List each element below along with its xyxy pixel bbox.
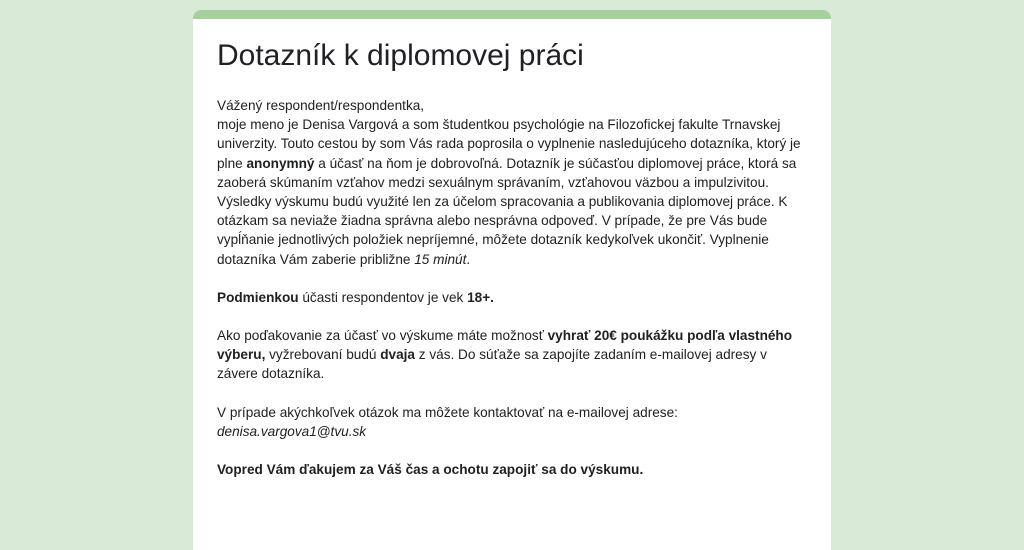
- reward-paragraph: [217, 326, 807, 384]
- contact-paragraph: [217, 403, 807, 441]
- greeting: Vážený respondent/respondentka,: [217, 98, 425, 113]
- results-text: Výsledky výskumu budú využité len za účelom spracovania a publikovania diplomovej práce. K otázkam sa neviaže žiadna správna alebo nesprávna odpoveď. V prípade, že pre Vás bude vypĺňanie jednotlivých položiek nepríjemné, môžete dotazník kedykoľvek ukončiť. Vyplnenie dotazníka Vám zaberie približne: [217, 194, 788, 267]
- contact-email: denisa.vargova1@tvu.sk: [217, 423, 367, 439]
- winners-emphasis: dvaja: [380, 347, 415, 363]
- condition-emphasis: Podmienkou: [217, 289, 299, 305]
- intro-text: moje meno je Denisa Vargová a som študentkou psychológie na Filozofickej fakulte Trnavskej univerzity. Touto cestou by som Vás rada poprosila o vyplnenie nasledujúceho dotazníka, ktorý je plne: [217, 117, 801, 171]
- thanks-paragraph: [217, 460, 807, 479]
- condition-paragraph: [217, 288, 807, 307]
- intro-paragraph: [217, 115, 807, 192]
- anonymous-emphasis: anonymný: [246, 155, 315, 171]
- form-header-card: [193, 10, 831, 550]
- intro-text-continued: a účasť na ňom je dobrovoľná. Dotazník je súčasťou diplomovej práce, ktorá sa zaoberá skúmaním vzťahov medzi sexuálnym správaním, vzťahovou väzbou a impulzivitou.: [217, 155, 797, 190]
- form-title: Dotazník k diplomovej práci: [217, 39, 584, 72]
- thanks-text: Vopred Vám ďakujem za Váš čas a ochotu zapojiť sa do výskumu.: [217, 462, 644, 478]
- prize-emphasis: vyhrať 20€ poukážku podľa vlastného výberu,: [217, 328, 793, 363]
- reward-text: Ako poďakovanie za účasť vo výskume máte možnosť: [217, 328, 548, 344]
- results-paragraph: [217, 192, 807, 269]
- results-text-end: .: [466, 251, 471, 267]
- reward-text-continued: vyžrebovaní budú: [265, 347, 381, 363]
- form-description: [217, 96, 807, 479]
- condition-text: účasti respondentov je vek: [298, 289, 468, 305]
- contact-text: V prípade akýchkoľvek otázok ma môžete kontaktovať na e-mailovej adrese:: [217, 404, 678, 420]
- duration-emphasis: 15 minút: [414, 251, 467, 267]
- reward-text-end: z vás. Do súťaže sa zapojíte zadaním e-mailovej adresy v závere dotazníka.: [217, 347, 767, 382]
- age-emphasis: 18+.: [467, 289, 494, 305]
